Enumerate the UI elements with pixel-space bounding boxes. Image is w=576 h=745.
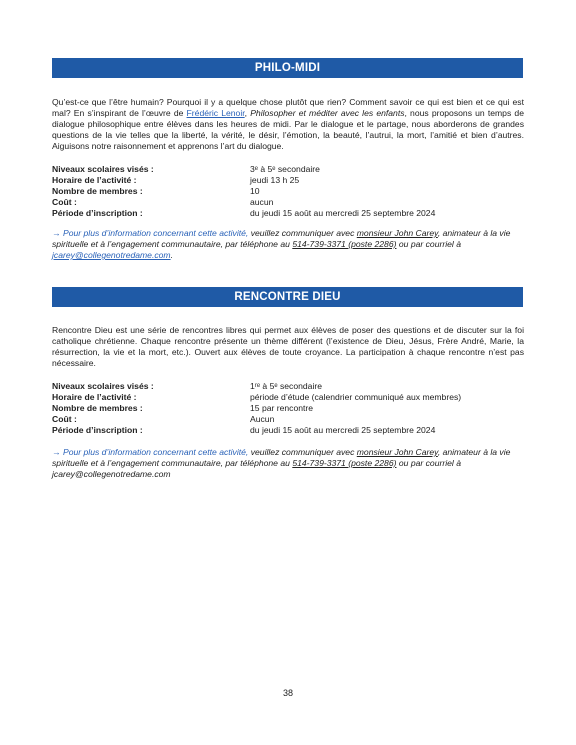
philo-midi-info <box>52 164 524 219</box>
info-row: Horaire de l’activité : jeudi 13 h 25 <box>52 175 300 185</box>
philo-midi-banner <box>52 58 523 78</box>
rencontre-dieu-info <box>52 381 524 436</box>
rencontre-dieu-description: Rencontre Dieu est une série de rencontres libres qui permet aux élèves de poser des questions et de discuter sur la foi catholique chrétienne. Chaque rencontre présente un thème différent (l’existence de Dieu, Jésus, Frère André, Marie, la résurrection, la vie et la mort, etc.). Ouvert aux élèves de toute croyance. La participation à chaque rencontre n’est pas nécessaire. <box>52 325 524 368</box>
contact-phone: 514-739-3371 (poste 2286) <box>292 458 397 468</box>
contact-email-link[interactable]: jcarey@collegenotredame.com <box>52 250 171 260</box>
info-row: Coût : aucun <box>52 197 274 207</box>
info-row: Nombre de membres : 15 par rencontre <box>52 403 314 413</box>
info-row: Période d’inscription : du jeudi 15 août au mercredi 25 septembre 2024 <box>52 425 436 435</box>
philo-midi-description: Qu’est-ce que l’être humain? Pourquoi il y a quelque chose plutôt que rien? Comment savoir ce qui est bien et ce qui est mal? En s’inspirant de l’œuvre de Frédéric Lenoir, Philosopher et méditer avec les enfants, nous proposons un temps de dialogue philosophique entre élèves dans les heures de midi. Par le dialogue et le partage, nous aborderons de grandes questions de la vie telles que la liberté, la vérité, le désir, l’émotion, la beauté, l’autrui, la mort, l’amitié et bien d’autres. Aiguisons notre raisonnement et apprenons l’art du dialogue. <box>52 97 524 151</box>
page-number: 38 <box>282 688 293 698</box>
book-title: Philosopher et méditer avec les enfants <box>250 108 405 118</box>
info-row: Niveaux scolaires visés : 1ʳᵉ à 5ᵉ secondaire <box>52 381 322 391</box>
info-row: Nombre de membres : 10 <box>52 186 260 196</box>
info-row: Période d’inscription : du jeudi 15 août au mercredi 25 septembre 2024 <box>52 208 436 218</box>
contact-phone: 514-739-3371 (poste 2286) <box>292 239 397 249</box>
info-row: Horaire de l’activité : période d’étude (calendrier communiqué aux membres) <box>52 392 462 402</box>
philo-midi-contact: → Pour plus d’information concernant cette activité, veuillez communiquer avec monsieur John Carey, animateur à la vie spirituelle et à l’engagement communautaire, par téléphone au 514-739-3371 (poste 2286) ou par courriel à jcarey@collegenotredame.com. <box>52 228 511 260</box>
contact-email: jcarey@collegenotredame.com <box>52 469 171 479</box>
info-row: Coût : Aucun <box>52 414 275 424</box>
rencontre-dieu-banner <box>52 287 523 307</box>
rencontre-dieu-title: RENCONTRE DIEU <box>234 291 341 303</box>
frederic-lenoir-link[interactable]: Frédéric Lenoir <box>186 108 245 118</box>
rencontre-dieu-contact: → Pour plus d’information concernant cette activité, veuillez communiquer avec monsieur John Carey, animateur à la vie spirituelle et à l’engagement communautaire, par téléphone au 514-739-3371 (poste 2286) ou par courriel à jcarey@collegenotredame.com <box>52 447 511 479</box>
contact-name: monsieur John Carey <box>356 447 438 457</box>
philo-midi-title: PHILO-MIDI <box>254 62 321 74</box>
contact-name: monsieur John Carey <box>356 228 438 238</box>
info-row: Niveaux scolaires visés : 3ᵉ à 5ᵉ secondaire <box>52 164 320 174</box>
